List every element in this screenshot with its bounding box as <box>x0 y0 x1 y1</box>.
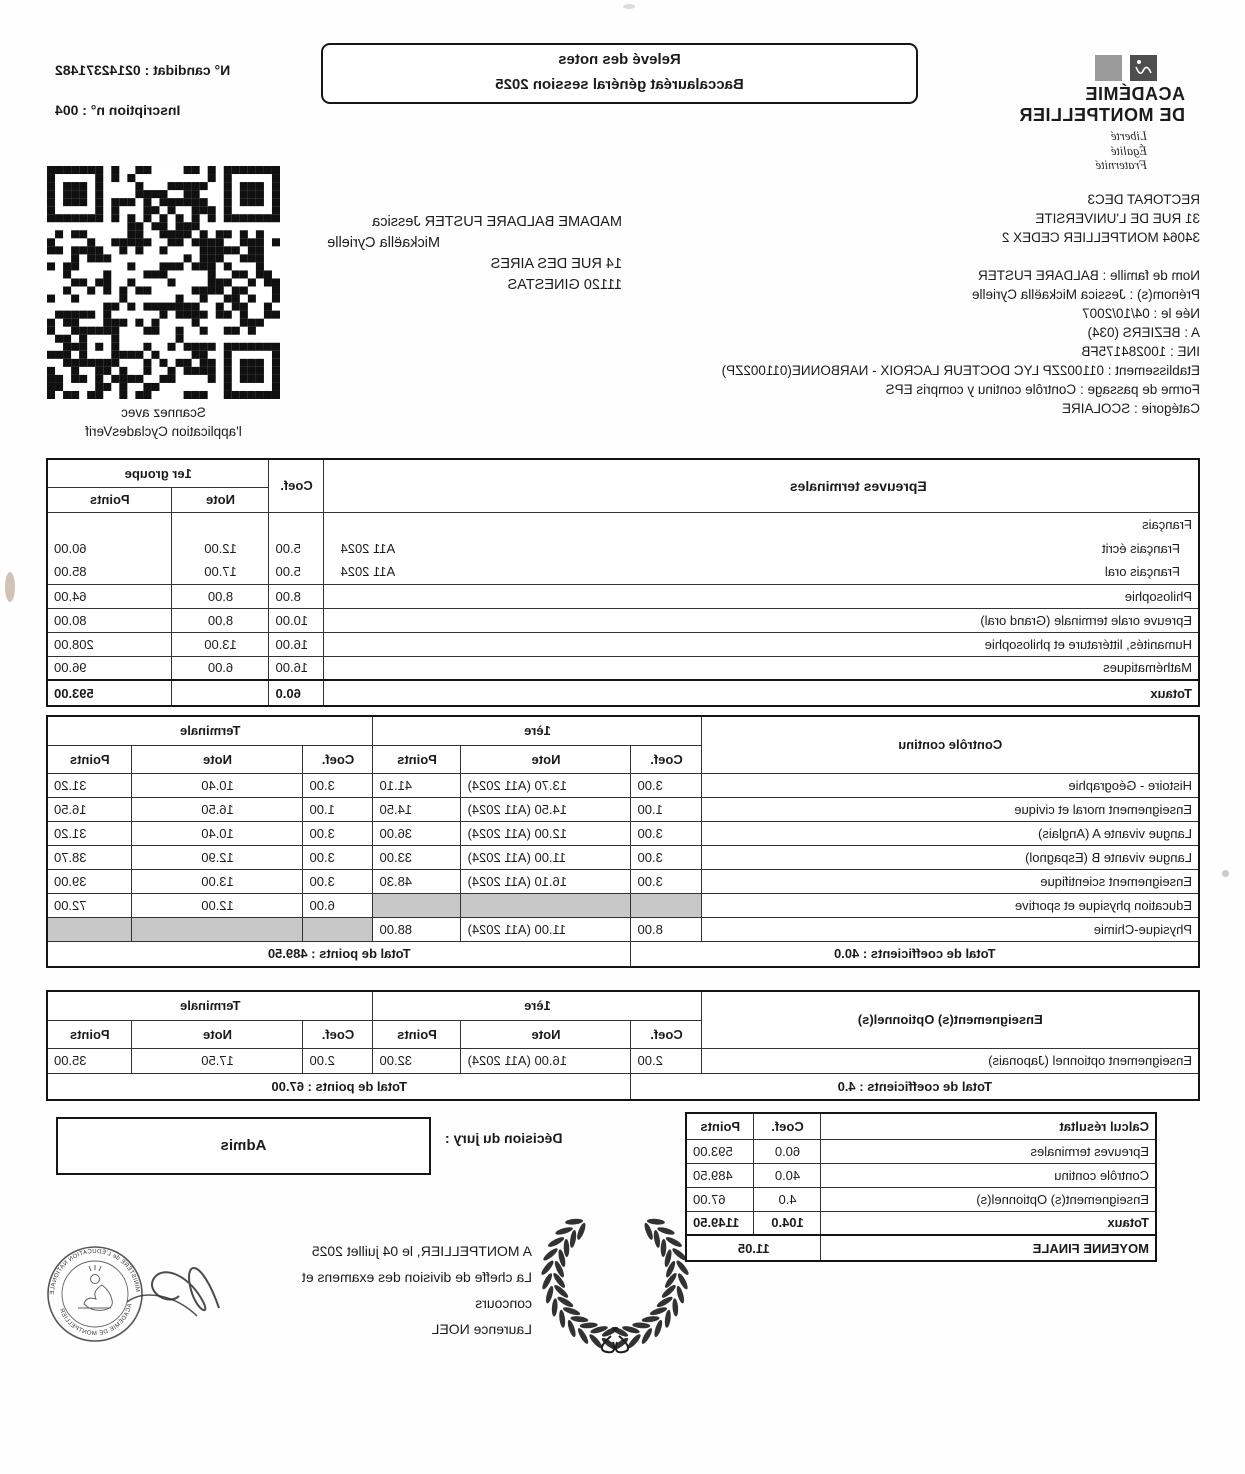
place-date: A MONTPELLIER, le 04 juillet 2025 <box>311 1243 532 1259</box>
table-row: Français oral A11 2024 5.00 17.00 85.00 <box>47 560 1199 584</box>
scan-smudge <box>5 572 15 602</box>
svg-text:MINISTÈRE de L'ÉDUCATION NATIO: MINISTÈRE de L'ÉDUCATION NATIONALE <box>49 1248 141 1296</box>
table-row: Humanités, littérature et philosophie 16.00 13.00 208.00 <box>47 632 1199 656</box>
candidate-numbers <box>55 50 295 130</box>
total-points: Total de points : 67.00 <box>47 1073 631 1100</box>
signer-name: Laurence NOEL <box>431 1321 532 1337</box>
table-row: Français <box>47 512 1199 536</box>
registration-number: Inscription n° : 004 <box>55 102 181 118</box>
table1-group-header: 1er groupe <box>47 459 269 487</box>
document-subtitle: Baccalauréat général session 2025 <box>495 76 744 93</box>
ine-number: INE : 100284175FB <box>1081 344 1200 359</box>
first-names: Prénom(s) : Jessica Mickaëlla Cyrielle <box>971 287 1200 302</box>
terminal-exams-table: Epreuves terminales Coef. 1er groupe Note Points Français Français écrit A11 2024 5.00 12.00 60.00 Français oral A11 2024 5.00 17.00 85.00 Philosophie 8.00 8.00 64.00 Epreuve orale terminale (Grand oral) 10.00 8.00 80.00 Humanités, littérature et philosophie 16.00 13.00 208.00 Mathématiques 16.00 6.00 96.00 Totaux 60.0 593.00 <box>46 458 1200 707</box>
table2-premiere-header: 1ère <box>373 716 702 745</box>
sender-address: RECTORAT DEC3 31 RUE DE L'UNIVERSITE 34064 MONTPELLIER CEDEX 2 <box>1001 192 1200 245</box>
scan-speck <box>623 4 635 9</box>
table-row: Contrôle continu 40.0 489.50 <box>686 1163 1156 1187</box>
table-row: Enseignement moral et civique 1.00 14.50 (A11 2024) 14.50 1.00 16.50 16.50 <box>47 797 1199 821</box>
school: Etablissement : 011002ZP LYC DOCTEUR LACROIX - NARBONNE(011002ZP) <box>721 363 1200 378</box>
table2-title: Contrôle continu <box>702 716 1199 773</box>
continuous-assessment-table: Contrôle continu 1ère Terminale Coef. Note Points Coef. Note Points Histoire - Géographie 3.00 13.70 (A11 2024) 41.10 3.00 10.40 31.20 Enseignement moral et civique 1.00 14.50 (A11 2024) 14.50 1.00 16.50 16.50 Langue vivante A (Anglais) 3.00 12.00 (A11 2024) 36.00 3.00 10.40 31.20 Langue vivante B (Espagnol) 3.00 11.00 (A11 2024) 33.00 3.00 12.90 38.70 Enseignement scientifique 3.00 16.10 (A11 2024) 48.30 3.00 13.00 39.00 Education physique et sportive 6.00 12.00 72.00 Physique-Chimie 8.00 11.00 (A11 2024) 88.00 Total de coefficients : 40.0 Total de points : 489.50 <box>46 715 1200 968</box>
table-row: Langue vivante A (Anglais) 3.00 12.00 (A11 2024) 36.00 3.00 10.40 31.20 <box>47 821 1199 845</box>
total-coefficients: Total de coefficients : 40.0 <box>631 941 1199 967</box>
result-calculation-table: Calcul résultat Coef. Points Epreuves terminales 60.0 593.00 Contrôle continu 40.0 489.50 Enseignement(s) Optionnel(s) 4.0 67.00 Totaux 104.0 1149.50 MOYENNE FINALE 11.05 <box>685 1112 1157 1262</box>
table-row: Histoire - Géographie 3.00 13.70 (A11 2024) 41.10 3.00 10.40 31.20 <box>47 773 1199 797</box>
jury-decision-value: Admis <box>56 1117 431 1175</box>
exam-form: Forme de passage : Contrôle continu y compris EPS <box>885 382 1200 397</box>
optional-teachings-table: Enseignement(s) Optionnel(s) 1ère Terminale Coef. Note Points Coef. Note Points Enseignement optionnel (Japonais) 2.00 16.00 (A11 2024) 32.00 2.00 17.50 35.00 Total de coefficients : 4.0 Total de points : 67.00 <box>46 990 1200 1101</box>
table2-totals-row <box>47 941 1199 967</box>
laurel-wreath-icon <box>530 1188 700 1363</box>
document-title: Relevé des notes <box>558 51 681 68</box>
candidate-number: N° candidat : 02142371482 <box>55 62 231 78</box>
table3-title: Enseignement(s) Optionnel(s) <box>702 991 1199 1048</box>
official-round-stamp-icon <box>43 1242 147 1351</box>
table-row: Français écrit A11 2024 5.00 12.00 60.00 <box>47 536 1199 560</box>
signer-title: La cheffe de division des examens et <box>301 1269 532 1285</box>
qr-caption: Scannez avec l'application CycladesVerif <box>85 405 242 439</box>
table3-totals-row <box>47 1073 1199 1100</box>
birth-place: A : BEZIERS (034) <box>1087 325 1200 340</box>
table-row: Epreuve orale terminale (Grand oral) 10.00 8.00 80.00 <box>47 608 1199 632</box>
table-row: Langue vivante B (Espagnol) 3.00 11.00 (A11 2024) 33.00 3.00 12.90 38.70 <box>47 845 1199 869</box>
table-row: Mathématiques 16.00 6.00 96.00 <box>47 656 1199 680</box>
recipient-address: MADAME BALDARE FUSTER Jessica Mickaëlla Cyrielle 14 RUE DES AIRES 11120 GINESTAS <box>327 214 622 293</box>
category: Catégorie : SCOLAIRE <box>1061 401 1200 416</box>
academy-name: ACADÉMIE <box>1084 84 1185 104</box>
family-name: Nom de famille : BALDARE FUSTER <box>977 268 1200 283</box>
table2-terminale-header: Terminale <box>47 716 373 745</box>
table-row: Epreuves terminales 60.0 593.00 <box>686 1139 1156 1163</box>
document-title-box <box>321 43 918 104</box>
final-average-row <box>686 1235 1156 1261</box>
final-average-label: MOYENNE FINALE <box>821 1235 1156 1261</box>
table-row: Philosophie 8.00 8.00 64.00 <box>47 584 1199 608</box>
flag-block-icon <box>1095 55 1122 81</box>
qr-code-icon <box>45 166 282 404</box>
final-average-value: 11.05 <box>686 1235 821 1261</box>
table-row: Totaux 104.0 1149.50 <box>686 1211 1156 1235</box>
table1-coef-header: Coef. <box>269 459 324 512</box>
table1-totals-row: Totaux 60.0 593.00 <box>47 680 1199 706</box>
academy-name-2: DE MONTPELLIER <box>1018 105 1185 125</box>
jury-decision-label: Décision du jury : <box>445 1130 563 1146</box>
total-coefficients: Total de coefficients : 4.0 <box>631 1073 1199 1100</box>
table-row: Enseignement(s) Optionnel(s) 4.0 67.00 <box>686 1187 1156 1211</box>
birth-date: Née le : 04/10/2007 <box>1082 306 1200 321</box>
candidate-info <box>722 266 1200 418</box>
table-row: Enseignement scientifique 3.00 16.10 (A11 2024) 48.30 3.00 13.00 39.00 <box>47 869 1199 893</box>
table-row: Education physique et sportive 6.00 12.00 72.00 <box>47 893 1199 917</box>
scan-speck <box>1222 870 1229 877</box>
signature-block: A MONTPELLIER, le 04 juillet 2025 La cheffe de division des examens et concours Laurence NOEL <box>302 1238 532 1342</box>
republic-motto: Liberté Égalité Fraternité <box>1095 129 1147 172</box>
table-row: Physique-Chimie 8.00 11.00 (A11 2024) 88.00 <box>47 917 1199 941</box>
republic-logo-icon <box>1130 55 1157 81</box>
table1-title: Epreuves terminales <box>324 459 1199 512</box>
svg-text:ACADÉMIE DE MONTPELLIER: ACADÉMIE DE MONTPELLIER <box>57 1303 134 1338</box>
table-row: Enseignement optionnel (Japonais) 2.00 16.00 (A11 2024) 32.00 2.00 17.50 35.00 <box>47 1048 1199 1073</box>
total-points: Total de points : 489.50 <box>47 941 631 967</box>
table4-title: Calcul résultat <box>821 1113 1156 1139</box>
